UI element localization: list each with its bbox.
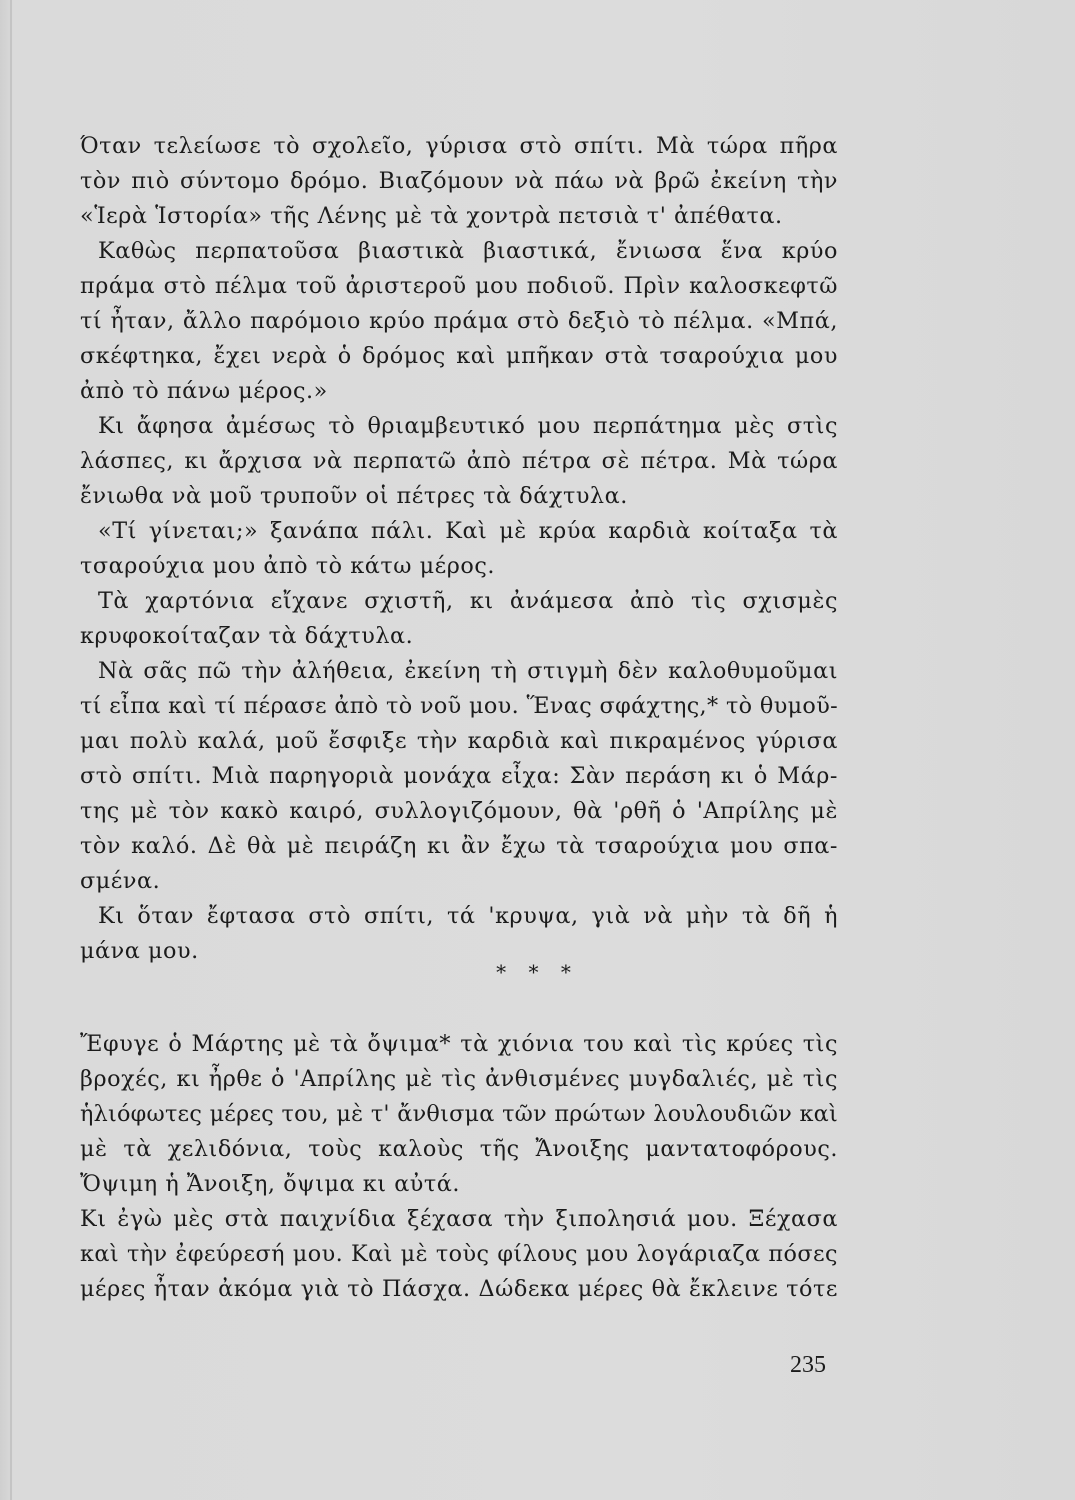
section-separator: * * * — [496, 960, 579, 984]
text-line: μαι πολὺ καλά, μοῦ ἔσφιξε τὴν καρδιὰ καὶ πικραμένος γύρισα — [80, 728, 838, 754]
paragraph — [80, 899, 838, 969]
text-line: βροχές, κι ἦρθε ὁ 'Απρίλης μὲ τὶς ἀνθισμένες μυγδαλιές, μὲ τὶς — [80, 1066, 838, 1092]
text-line: ἡλιόφωτες μέρες του, μὲ τ' ἄνθισμα τῶν πρώτων λουλουδιῶν καὶ — [80, 1101, 838, 1127]
text-line: Κι ἐγὼ μὲς στὰ παιχνίδια ξέχασα τὴν ξιπολησιά μου. Ξέχασα — [80, 1206, 838, 1232]
page-edge — [10, 0, 12, 1500]
text-line: ἀπὸ τὸ πάνω μέρος.» — [80, 378, 328, 404]
text-line: τί ἦταν, ἄλλο παρόμοιο κρύο πράμα στὸ δεξιὸ τὸ πέλμα. «Μπά, — [80, 308, 838, 334]
paragraph — [80, 514, 838, 584]
paragraph — [80, 129, 838, 234]
paragraph — [80, 234, 838, 409]
text-line: Νὰ σᾶς πῶ τὴν ἀλήθεια, ἐκείνη τὴ στιγμὴ δὲν καλοθυμοῦμαι — [98, 658, 838, 684]
paragraph — [80, 584, 838, 654]
page-number: 235 — [790, 1352, 826, 1378]
text-line: «Ἱερὰ Ἱστορία» τῆς Λένης μὲ τὰ χοντρὰ πετσιὰ τ' ἀπέθατα. — [80, 203, 783, 229]
text-line: Όταν τελείωσε τὸ σχολεῖο, γύρισα στὸ σπίτι. Μὰ τώρα πῆρα — [80, 133, 838, 159]
paragraph — [80, 1202, 838, 1307]
text-block-bottom — [80, 1027, 838, 1307]
text-line: μὲ τὰ χελιδόνια, τοὺς καλοὺς τῆς Ἄνοιξης μαντατοφόρους. — [80, 1136, 838, 1162]
text-line: καὶ τὴν ἐφεύρεσή μου. Καὶ μὲ τοὺς φίλους μου λογάριαζα πόσες — [80, 1241, 838, 1267]
text-line: τὸν καλό. Δὲ θὰ μὲ πειράζη κι ἂν ἔχω τὰ τσαρούχια μου σπα- — [80, 833, 838, 859]
text-line: τσαρούχια μου ἀπὸ τὸ κάτω μέρος. — [80, 553, 496, 579]
text-line: μάνα μου. — [80, 938, 199, 964]
text-line: Τὰ χαρτόνια εἴχανε σχιστῆ, κι ἀνάμεσα ἀπὸ τὶς σχισμὲς — [98, 588, 838, 614]
paragraph — [80, 1027, 838, 1202]
text-line: Ἔφυγε ὁ Μάρτης μὲ τὰ ὄψιμα* τὰ χιόνια του καὶ τὶς κρύες τὶς — [80, 1031, 838, 1057]
paragraph — [80, 409, 838, 514]
text-line: Κι ἄφησα ἀμέσως τὸ θριαμβευτικό μου περπάτημα μὲς στὶς — [98, 413, 838, 439]
text-line: μέρες ἦταν ἀκόμα γιὰ τὸ Πάσχα. Δώδεκα μέρες θὰ ἔκλεινε τότε — [80, 1276, 838, 1302]
text-line: σκέφτηκα, ἔχει νερὰ ὁ δρόμος καὶ μπῆκαν στὰ τσαρούχια μου — [80, 343, 838, 369]
text-line: Καθὼς περπατοῦσα βιαστικὰ βιαστικά, ἔνιωσα ἕνα κρύο — [98, 238, 838, 264]
text-block-top — [80, 129, 838, 969]
text-line: τί εἶπα καὶ τί πέρασε ἀπὸ τὸ νοῦ μου. Ἕνας σφάχτης,* τὸ θυμοῦ- — [80, 693, 838, 719]
text-line: τὸν πιὸ σύντομο δρόμο. Βιαζόμουν νὰ πάω νὰ βρῶ ἐκείνη τὴν — [80, 168, 838, 194]
text-line: ἔνιωθα νὰ μοῦ τρυποῦν οἱ πέτρες τὰ δάχτυλα. — [80, 483, 628, 509]
text-line: «Τί γίνεται;» ξανάπα πάλι. Καὶ μὲ κρύα καρδιὰ κοίταξα τὰ — [98, 518, 838, 544]
text-line: πράμα στὸ πέλμα τοῦ ἀριστεροῦ μου ποδιοῦ. Πρὶν καλοσκεφτῶ — [80, 273, 838, 299]
text-line: της μὲ τὸν κακὸ καιρό, συλλογιζόμουν, θὰ 'ρθῆ ὁ 'Απρίλης μὲ — [80, 798, 838, 824]
paragraph — [80, 654, 838, 899]
text-line: κρυφοκοίταζαν τὰ δάχτυλα. — [80, 623, 414, 649]
text-line: σμένα. — [80, 868, 161, 894]
text-line: Ὄψιμη ἡ Ἄνοιξη, ὄψιμα κι αὐτά. — [80, 1171, 461, 1197]
text-line: Κι ὅταν ἔφτασα στὸ σπίτι, τά 'κρυψα, γιὰ νὰ μὴν τὰ δῆ ἡ — [98, 903, 838, 929]
text-line: λάσπες, κι ἄρχισα νὰ περπατῶ ἀπὸ πέτρα σὲ πέτρα. Μὰ τώρα — [80, 448, 838, 474]
text-line: στὸ σπίτι. Μιὰ παρηγοριὰ μονάχα εἶχα: Σὰν περάση κι ὁ Μάρ- — [80, 763, 838, 789]
